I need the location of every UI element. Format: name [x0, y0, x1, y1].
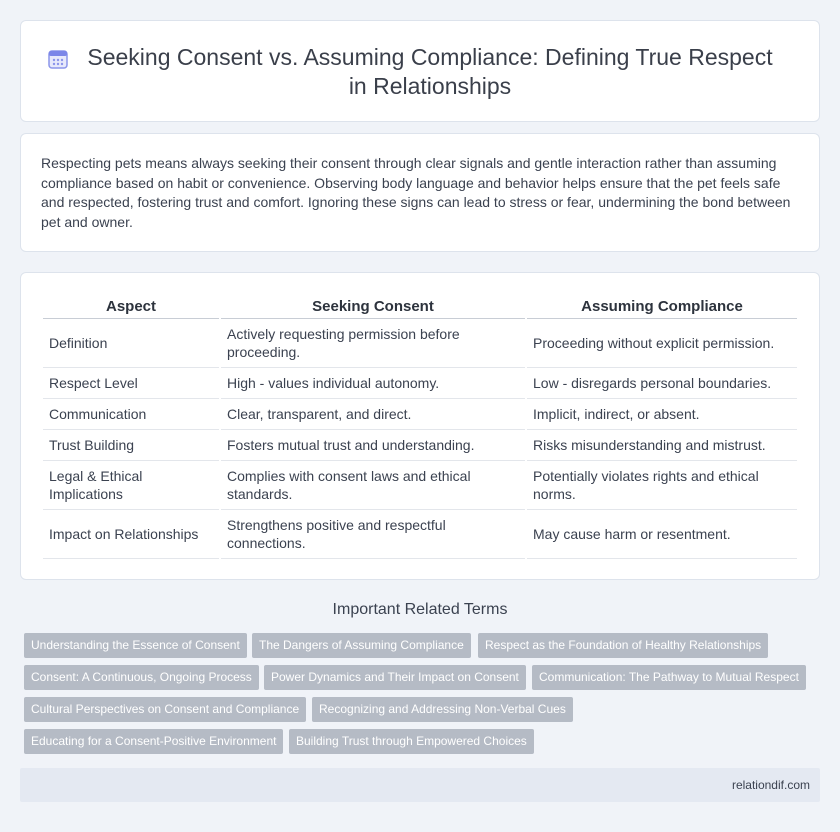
table-cell: Impact on Relationships	[43, 510, 219, 559]
table-cell: Respect Level	[43, 368, 219, 399]
page-title: Seeking Consent vs. Assuming Compliance: Defining True Respect in Relationships	[87, 44, 773, 99]
related-term-tag[interactable]: Recognizing and Addressing Non-Verbal Cues	[312, 697, 573, 722]
table-cell: Actively requesting permission before proceeding.	[221, 319, 525, 368]
related-term-tag[interactable]: Communication: The Pathway to Mutual Respect	[532, 665, 806, 690]
table-cell: Potentially violates rights and ethical norms.	[527, 461, 797, 510]
related-terms-title: Important Related Terms	[332, 601, 508, 618]
header-aspect: Aspect	[43, 295, 219, 319]
table-cell: Risks misunderstanding and mistrust.	[527, 430, 797, 461]
table-cell: Fosters mutual trust and understanding.	[221, 430, 525, 461]
table-header-row	[43, 295, 797, 319]
table-cell: Implicit, indirect, or absent.	[527, 399, 797, 430]
table-cell: Complies with consent laws and ethical standards.	[221, 461, 525, 510]
table-row	[43, 319, 797, 368]
table-cell: Communication	[43, 399, 219, 430]
header-assuming-compliance: Assuming Compliance	[527, 295, 797, 319]
related-term-tag[interactable]: Building Trust through Empowered Choices	[289, 729, 534, 754]
comparison-table	[41, 295, 799, 559]
related-term-tag[interactable]: Educating for a Consent-Positive Environment	[24, 729, 283, 754]
related-term-tag[interactable]: The Dangers of Assuming Compliance	[252, 633, 471, 658]
related-term-tag[interactable]: Power Dynamics and Their Impact on Consent	[264, 665, 526, 690]
table-row	[43, 461, 797, 510]
table-cell: Clear, transparent, and direct.	[221, 399, 525, 430]
related-term-tag[interactable]: Understanding the Essence of Consent	[24, 633, 247, 658]
table-cell: Definition	[43, 319, 219, 368]
footer-site-link[interactable]: relationdif.com	[731, 778, 810, 792]
title-card	[20, 20, 820, 122]
table-cell: Strengthens positive and respectful connections.	[221, 510, 525, 559]
related-term-tag[interactable]: Consent: A Continuous, Ongoing Process	[24, 665, 259, 690]
related-term-tag[interactable]: Respect as the Foundation of Healthy Relationships	[478, 633, 768, 658]
footer	[20, 768, 820, 802]
table-cell: Proceeding without explicit permission.	[527, 319, 797, 368]
table-cell: May cause harm or resentment.	[527, 510, 797, 559]
table-cell: High - values individual autonomy.	[221, 368, 525, 399]
table-cell: Low - disregards personal boundaries.	[527, 368, 797, 399]
table-row	[43, 430, 797, 461]
header-seeking-consent: Seeking Consent	[221, 295, 525, 319]
related-term-tag[interactable]: Cultural Perspectives on Consent and Compliance	[24, 697, 306, 722]
intro-card	[20, 133, 820, 252]
table-row	[43, 368, 797, 399]
intro-paragraph: Respecting pets means always seeking their consent through clear signals and gentle interaction rather than assuming compliance based on habit or convenience. Observing body language and behavior helps ensure that the pet feels safe and respected, fostering trust and comfort. Ignoring these signs can lead to stress or fear, undermining the bond between pet and owner.	[41, 155, 791, 230]
table-row	[43, 399, 797, 430]
comparison-table-card	[20, 272, 820, 580]
table-cell: Legal & Ethical Implications	[43, 461, 219, 510]
table-row	[43, 510, 797, 559]
table-cell: Trust Building	[43, 430, 219, 461]
